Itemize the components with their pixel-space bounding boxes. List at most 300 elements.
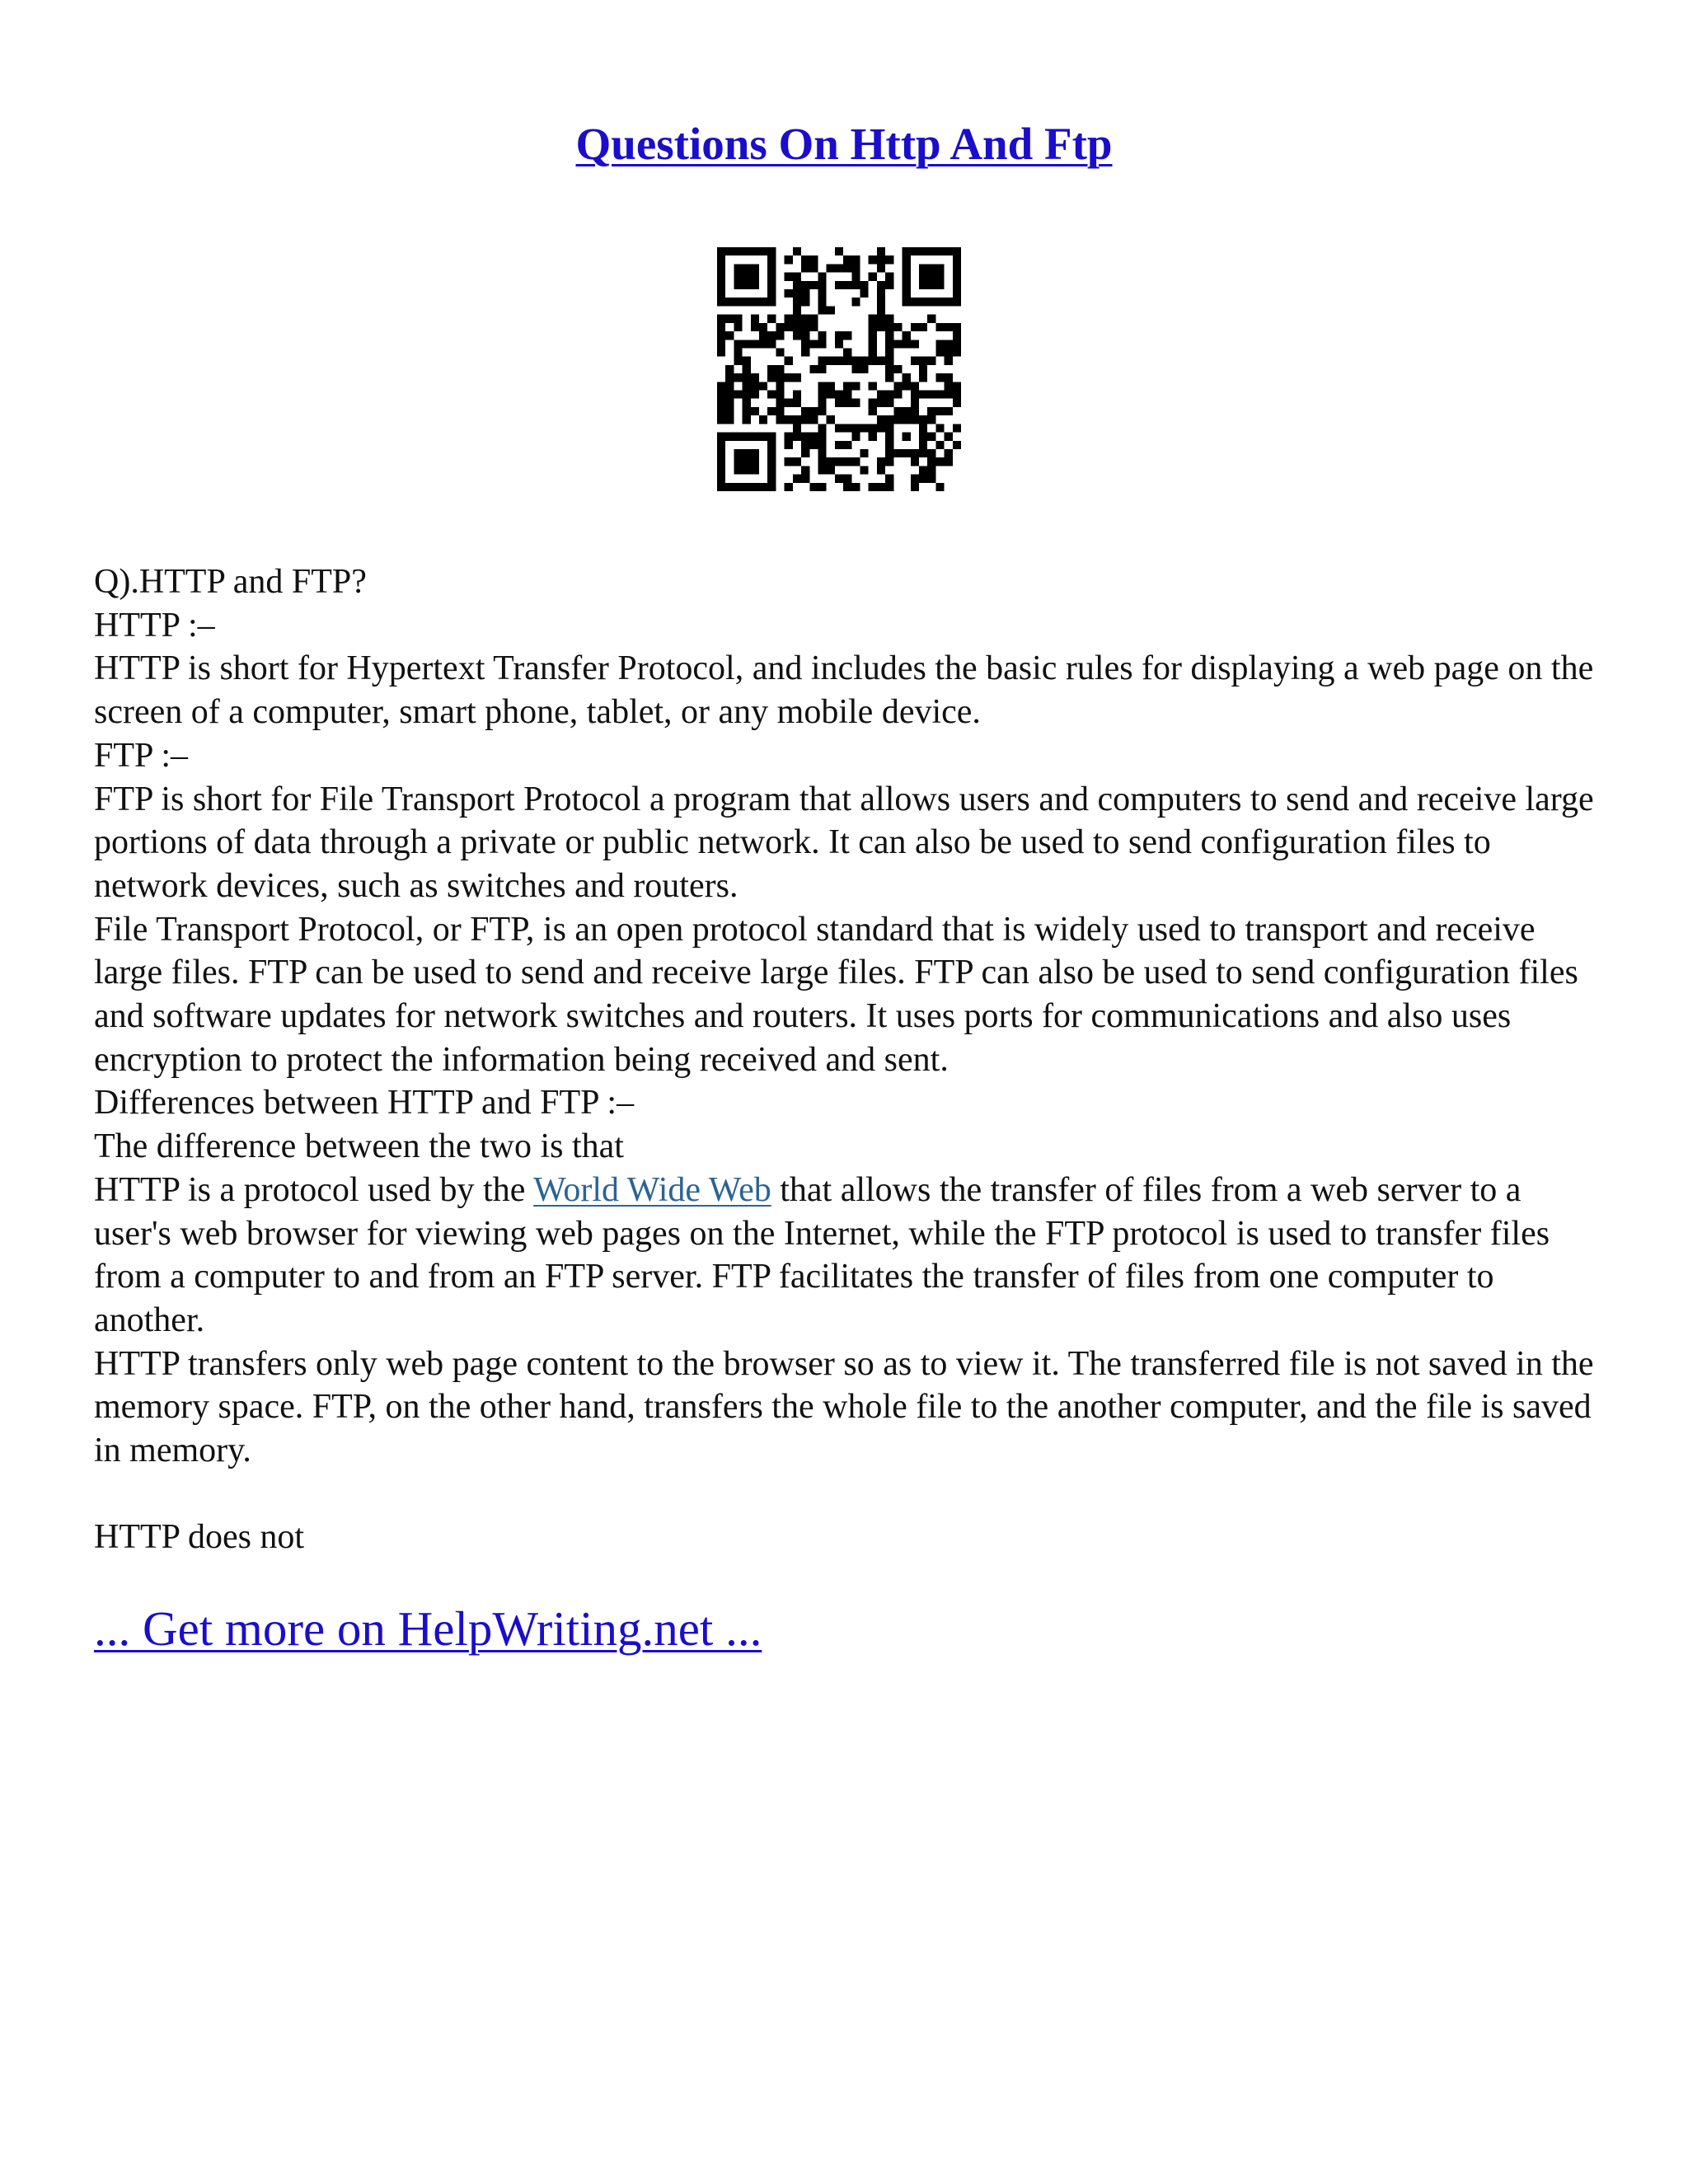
qr-code-icon [717, 247, 961, 491]
qr-module [843, 382, 851, 390]
qr-module [767, 247, 776, 255]
qr-module [734, 340, 742, 348]
qr-module [911, 323, 919, 331]
qr-module [919, 441, 927, 449]
qr-module [751, 483, 759, 491]
qr-module [851, 399, 860, 407]
qr-module [776, 382, 784, 390]
qr-module [725, 331, 734, 340]
qr-module [776, 365, 784, 373]
qr-module [717, 247, 725, 255]
get-more-link[interactable]: ... Get more on HelpWriting.net ... [94, 1601, 762, 1656]
qr-module [835, 357, 843, 365]
qr-module [809, 415, 818, 424]
qr-module [843, 424, 851, 432]
qr-module [860, 466, 869, 474]
qr-module [945, 298, 953, 306]
qr-module [953, 424, 961, 432]
qr-module [827, 466, 835, 474]
qr-module [877, 424, 885, 432]
qr-module [759, 247, 767, 255]
qr-module [793, 399, 801, 407]
qr-module [903, 373, 911, 382]
qr-module [903, 340, 911, 348]
qr-module [734, 247, 742, 255]
qr-module [843, 399, 851, 407]
qr-module [851, 365, 860, 373]
qr-module [827, 357, 835, 365]
qr-module [919, 373, 927, 382]
qr-module [751, 449, 759, 457]
qr-module [935, 348, 944, 356]
qr-module [776, 331, 784, 340]
qr-module [717, 331, 725, 340]
qr-module [751, 298, 759, 306]
qr-module [953, 382, 961, 390]
qr-module [767, 289, 776, 298]
qr-module [827, 391, 835, 399]
qr-module [935, 391, 944, 399]
qr-module [751, 323, 759, 331]
qr-module [835, 331, 843, 340]
qr-module [725, 373, 734, 382]
qr-module [801, 475, 809, 483]
qr-module [851, 273, 860, 281]
qr-module [945, 323, 953, 331]
qr-module [793, 247, 801, 255]
qr-module [903, 449, 911, 457]
qr-module [734, 373, 742, 382]
qr-module [717, 382, 725, 390]
qr-module [717, 281, 725, 289]
qr-module [860, 449, 869, 457]
qr-module [835, 281, 843, 289]
qr-module [860, 365, 869, 373]
qr-module [717, 340, 725, 348]
qr-module [818, 281, 826, 289]
qr-module [767, 457, 776, 466]
qr-module [767, 298, 776, 306]
qr-module [734, 264, 742, 272]
qr-module [919, 466, 927, 474]
qr-module [717, 289, 725, 298]
qr-module [734, 433, 742, 441]
qr-module [725, 391, 734, 399]
qr-module [945, 247, 953, 255]
qr-module [818, 483, 826, 491]
qr-module [903, 247, 911, 255]
truncated-text: HTTP does not [94, 1517, 305, 1556]
article-body [94, 560, 1602, 1558]
qr-module [903, 273, 911, 281]
qr-module [919, 449, 927, 457]
qr-module [927, 457, 935, 466]
qr-module [743, 407, 751, 415]
qr-module [935, 483, 944, 491]
qr-module [953, 289, 961, 298]
qr-module [818, 298, 826, 306]
qr-module [793, 323, 801, 331]
qr-module [734, 391, 742, 399]
qr-module [785, 483, 793, 491]
qr-module [785, 289, 793, 298]
qr-module [767, 475, 776, 483]
qr-module [717, 449, 725, 457]
qr-module [776, 415, 784, 424]
qr-module [903, 407, 911, 415]
qr-module [935, 281, 944, 289]
qr-module [945, 457, 953, 466]
qr-module [860, 281, 869, 289]
qr-module [725, 415, 734, 424]
qr-module [734, 323, 742, 331]
qr-module [785, 415, 793, 424]
qr-module [751, 281, 759, 289]
qr-module [743, 281, 751, 289]
qr-module [776, 407, 784, 415]
qr-module [903, 289, 911, 298]
qr-module [717, 433, 725, 441]
qr-module [851, 424, 860, 432]
qr-module [919, 433, 927, 441]
qr-module [801, 264, 809, 272]
qr-module [893, 415, 902, 424]
qr-module [759, 340, 767, 348]
differences-heading: Differences between HTTP and FTP :– [94, 1084, 635, 1122]
qr-module [927, 315, 935, 323]
qr-module [919, 475, 927, 483]
qr-module [827, 415, 835, 424]
qr-module [911, 407, 919, 415]
qr-module [953, 273, 961, 281]
qr-module [911, 391, 919, 399]
qr-module [935, 340, 944, 348]
qr-module [767, 373, 776, 382]
qr-module [911, 247, 919, 255]
qr-module [725, 365, 734, 373]
qr-module [911, 449, 919, 457]
qr-module [927, 281, 935, 289]
qr-module [877, 483, 885, 491]
qr-module [903, 281, 911, 289]
qr-module [843, 264, 851, 272]
qr-module [919, 298, 927, 306]
qr-module [885, 391, 893, 399]
qr-module [734, 466, 742, 474]
qr-module [877, 315, 885, 323]
qr-module [851, 255, 860, 264]
qr-module [809, 433, 818, 441]
qr-module [801, 441, 809, 449]
qr-module [743, 247, 751, 255]
qr-module [877, 255, 885, 264]
qr-module [743, 483, 751, 491]
qr-module [725, 433, 734, 441]
qr-module [835, 340, 843, 348]
qr-module [927, 407, 935, 415]
qr-module [843, 348, 851, 356]
qr-module [809, 441, 818, 449]
qr-module [877, 399, 885, 407]
qr-module [885, 315, 893, 323]
qr-module [734, 315, 742, 323]
qr-module [911, 298, 919, 306]
qr-module [903, 415, 911, 424]
qr-module [869, 315, 877, 323]
qr-module [717, 441, 725, 449]
differences-paragraph-1 [94, 1169, 1602, 1343]
qr-module [877, 457, 885, 466]
qr-module [801, 298, 809, 306]
qr-module [717, 466, 725, 474]
qr-module [809, 407, 818, 415]
qr-module [885, 348, 893, 356]
qr-module [743, 365, 751, 373]
qr-module [885, 433, 893, 441]
qr-module [809, 281, 818, 289]
qr-module [827, 382, 835, 390]
qr-module [759, 298, 767, 306]
qr-module [885, 255, 893, 264]
qr-module [793, 306, 801, 314]
qr-module [953, 247, 961, 255]
qr-module [759, 433, 767, 441]
qr-module [759, 323, 767, 331]
qr-module [751, 247, 759, 255]
qr-module [734, 457, 742, 466]
qr-module [885, 399, 893, 407]
qr-module [801, 415, 809, 424]
qr-module [927, 449, 935, 457]
qr-module [751, 433, 759, 441]
qr-module [927, 357, 935, 365]
qr-module [919, 415, 927, 424]
qr-module [717, 298, 725, 306]
title-link[interactable]: Questions On Http And Ftp [575, 119, 1113, 169]
qr-module [843, 391, 851, 399]
qr-module [717, 315, 725, 323]
qr-module [818, 331, 826, 340]
qr-module [743, 382, 751, 390]
qr-module [935, 273, 944, 281]
qr-module [785, 273, 793, 281]
qr-module [953, 391, 961, 399]
qr-module [885, 441, 893, 449]
qr-module [751, 373, 759, 382]
qr-module [734, 281, 742, 289]
qr-module [818, 357, 826, 365]
qr-module [801, 281, 809, 289]
qr-module [885, 357, 893, 365]
qr-module [877, 281, 885, 289]
qr-module [785, 373, 793, 382]
world-wide-web-link[interactable]: World Wide Web [533, 1170, 771, 1209]
qr-module [801, 433, 809, 441]
qr-module [793, 298, 801, 306]
qr-module [767, 391, 776, 399]
qr-module [793, 475, 801, 483]
qr-module [919, 357, 927, 365]
qr-module [801, 340, 809, 348]
qr-module [818, 466, 826, 474]
qr-module [851, 281, 860, 289]
qr-module [835, 399, 843, 407]
qr-module [869, 340, 877, 348]
qr-module [743, 298, 751, 306]
qr-module [919, 365, 927, 373]
qr-module [743, 399, 751, 407]
qr-module [851, 264, 860, 272]
qr-module [877, 466, 885, 474]
question-line: Q).HTTP and FTP? [94, 563, 367, 601]
qr-module [911, 340, 919, 348]
qr-module [801, 255, 809, 264]
qr-module [877, 289, 885, 298]
qr-module [885, 424, 893, 432]
qr-module [759, 382, 767, 390]
qr-module [953, 264, 961, 272]
qr-module [809, 340, 818, 348]
qr-module [818, 289, 826, 298]
qr-module [927, 273, 935, 281]
qr-module [851, 357, 860, 365]
qr-module [945, 357, 953, 365]
qr-module [809, 365, 818, 373]
qr-module [776, 399, 784, 407]
qr-module [851, 298, 860, 306]
qr-module [869, 323, 877, 331]
qr-module [767, 365, 776, 373]
qr-module [785, 399, 793, 407]
qr-module [767, 281, 776, 289]
qr-module [945, 340, 953, 348]
qr-module [877, 264, 885, 272]
http-heading: HTTP :– [94, 606, 215, 644]
qr-module [751, 466, 759, 474]
qr-module [835, 247, 843, 255]
qr-module [885, 340, 893, 348]
qr-module [835, 457, 843, 466]
qr-module [903, 433, 911, 441]
qr-module [935, 407, 944, 415]
qr-module [717, 407, 725, 415]
qr-module [843, 475, 851, 483]
qr-module [885, 281, 893, 289]
qr-module [835, 391, 843, 399]
qr-module [877, 298, 885, 306]
qr-module [851, 382, 860, 390]
qr-module [818, 391, 826, 399]
qr-module [927, 415, 935, 424]
qr-module [809, 323, 818, 331]
qr-module [927, 475, 935, 483]
qr-module [743, 391, 751, 399]
qr-module [767, 315, 776, 323]
qr-module [885, 449, 893, 457]
qr-module [793, 331, 801, 340]
qr-module [869, 331, 877, 340]
qr-module [767, 273, 776, 281]
qr-module [793, 289, 801, 298]
qr-module [953, 399, 961, 407]
qr-module [717, 348, 725, 356]
get-more-link-container [94, 1599, 762, 1658]
qr-module [935, 247, 944, 255]
qr-module [927, 264, 935, 272]
qr-module [725, 298, 734, 306]
qr-module [919, 273, 927, 281]
qr-module [725, 247, 734, 255]
qr-module [743, 357, 751, 365]
qr-module [751, 273, 759, 281]
qr-module [725, 407, 734, 415]
qr-module [927, 466, 935, 474]
qr-module [767, 441, 776, 449]
qr-module [743, 449, 751, 457]
qr-module [953, 441, 961, 449]
qr-module [818, 424, 826, 432]
qr-module [935, 264, 944, 272]
qr-module [809, 483, 818, 491]
qr-module [869, 348, 877, 356]
qr-module [877, 323, 885, 331]
qr-module [893, 365, 902, 373]
qr-module [818, 399, 826, 407]
ftp-description-2: File Transport Protocol, or FTP, is an open protocol standard that is widely used to transport and receive large files. FTP can be used to send and receive large files. FTP can also be used to send configuration files and software updates for network switches and routers. It uses ports for communications and also uses encryption to protect the information being received and sent. [94, 910, 1578, 1079]
qr-module [767, 264, 776, 272]
qr-module [734, 357, 742, 365]
qr-module [785, 315, 793, 323]
qr-module [793, 373, 801, 382]
ftp-description: FTP is short for File Transport Protocol a program that allows users and computers to send and receive large portions of data through a private or public network. It can also be used to send configuration files to network devices, such as switches and routers. [94, 780, 1594, 905]
qr-module [785, 457, 793, 466]
qr-module [893, 391, 902, 399]
qr-module [818, 382, 826, 390]
differences-paragraph-2: HTTP transfers only web page content to the browser so as to view it. The transferred file is not saved in the memory space. FTP, on the other hand, transfers the whole file to the another computer, and the file is saved in memory. [94, 1344, 1594, 1470]
qr-module [776, 373, 784, 382]
qr-module [869, 273, 877, 281]
qr-module [801, 407, 809, 415]
qr-module [843, 483, 851, 491]
qr-module [743, 466, 751, 474]
qr-module [927, 433, 935, 441]
qr-module [953, 323, 961, 331]
qr-module [743, 457, 751, 466]
qr-module [743, 373, 751, 382]
qr-module [717, 391, 725, 399]
qr-module [725, 382, 734, 390]
qr-module [776, 323, 784, 331]
qr-module [885, 365, 893, 373]
qr-module [801, 348, 809, 356]
qr-module [818, 441, 826, 449]
qr-module [785, 255, 793, 264]
qr-module [793, 281, 801, 289]
qr-module [911, 457, 919, 466]
page-title [0, 115, 1688, 173]
qr-module [953, 348, 961, 356]
qr-module [953, 340, 961, 348]
qr-module [818, 449, 826, 457]
qr-module [877, 357, 885, 365]
qr-module [877, 391, 885, 399]
qr-module [776, 391, 784, 399]
qr-module [725, 399, 734, 407]
qr-module [877, 415, 885, 424]
qr-module [759, 483, 767, 491]
qr-module [835, 424, 843, 432]
qr-module [935, 457, 944, 466]
